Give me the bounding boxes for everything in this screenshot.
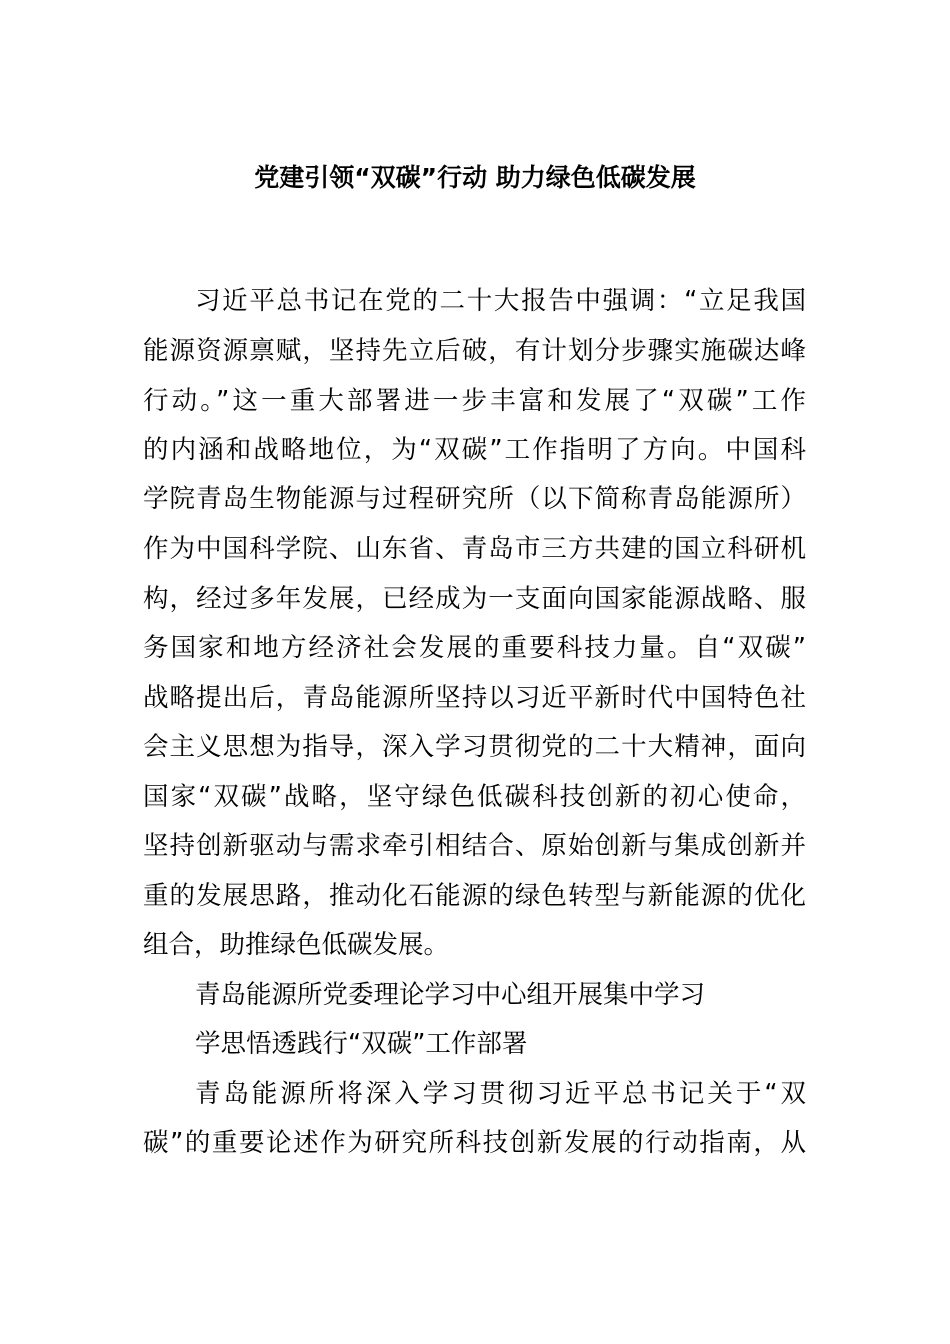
body-line: 行动。”这一重大部署进一步丰富和发展了“双碳”工作 xyxy=(143,386,806,416)
body-line: 学院青岛生物能源与过程研究所（以下简称青岛能源所） xyxy=(143,484,806,514)
body-line: 能源资源禀赋，坚持先立后破，有计划分步骤实施碳达峰 xyxy=(143,336,806,366)
body-line: 构，经过多年发展，已经成为一支面向国家能源战略、服 xyxy=(143,584,806,614)
body-line: 重的发展思路，推动化石能源的绿色转型与新能源的优化 xyxy=(143,881,806,911)
body-line: 作为中国科学院、山东省、青岛市三方共建的国立科研机 xyxy=(143,534,806,564)
body-line: 组合，助推绿色低碳发展。 xyxy=(143,930,450,960)
body-line: 会主义思想为指导，深入学习贯彻党的二十大精神，面向 xyxy=(143,732,806,762)
document-title: 党建引领“双碳”行动 助力绿色低碳发展 xyxy=(254,163,696,192)
body-line: 青岛能源所将深入学习贯彻习近平总书记关于“双 xyxy=(195,1079,806,1109)
body-line: 碳”的重要论述作为研究所科技创新发展的行动指南，从 xyxy=(143,1128,806,1158)
body-line: 国家“双碳”战略，坚守绿色低碳科技创新的初心使命， xyxy=(143,782,806,812)
body-line: 坚持创新驱动与需求牵引相结合、原始创新与集成创新并 xyxy=(143,831,806,861)
body-line: 务国家和地方经济社会发展的重要科技力量。自“双碳” xyxy=(143,633,806,663)
body-line: 战略提出后，青岛能源所坚持以习近平新时代中国特色社 xyxy=(143,683,806,713)
body-line: 的内涵和战略地位，为“双碳”工作指明了方向。中国科 xyxy=(143,435,806,465)
body-line: 习近平总书记在党的二十大报告中强调：“立足我国 xyxy=(195,286,806,316)
section-heading: 青岛能源所党委理论学习中心组开展集中学习 xyxy=(195,980,706,1010)
section-subheading: 学思悟透践行“双碳”工作部署 xyxy=(195,1029,528,1059)
